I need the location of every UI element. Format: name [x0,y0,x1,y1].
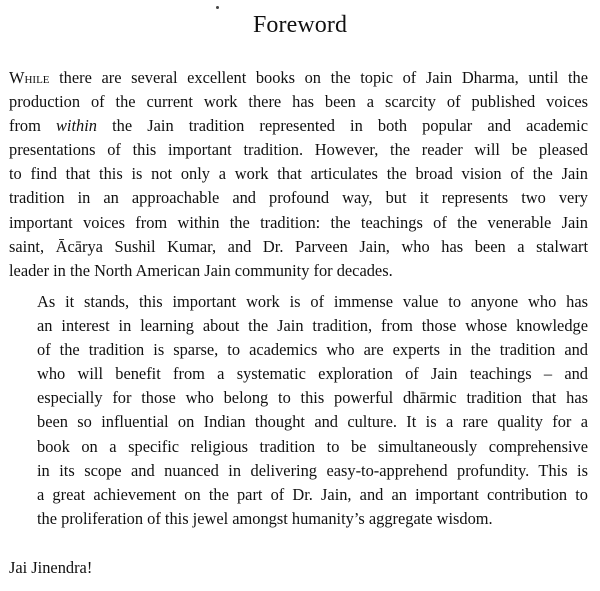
closing-line: Jai Jinendra! [9,558,93,577]
paragraph-2-line-8: in its scope and nuanced in delivering easy-to-apprehend profundity. This is [37,460,588,480]
paragraph-1-line-7: important voices from within the tradition: the teachings of the venerable Jain [9,212,588,232]
paragraph-1-line-8: saint, Ācārya Sushil Kumar, and Dr. Parveen Jain, who has been a stalwart [9,236,588,256]
paragraph-2-line-2: an interest in learning about the Jain tradition, from those whose knowledge [37,316,588,336]
paragraph-1-line-1: While there are several excellent books on the topic of Jain Dharma, until the [9,68,588,87]
paragraph-2-line-3: of the tradition is sparse, to academics who are experts in the tradition and [37,340,588,360]
emphasis-within: within [55,116,97,136]
paragraph-1-line-5: to find that this is not only a work that articulates the broad vision of the Jain [9,164,588,184]
paragraph-2-line-9: a great achievement on the part of Dr. Jain, and an important contribution to [37,484,588,504]
paragraph-2-line-7: book on a specific religious tradition to be simultaneously comprehensive [37,436,588,456]
page-mark [216,6,219,9]
paragraph-2 [9,290,588,531]
paragraph-2-line-1: As it stands, this important work is of immense value to anyone who has [37,292,588,311]
paragraph-2-line-5: especially for those who belong to this powerful dhārmic tradition that has [37,388,588,408]
paragraph-2-line-10: the proliferation of this jewel amongst humanity’s aggregate wisdom. [37,508,493,528]
paragraph-1-line-4: presentations of this important tradition. However, the reader will be pleased [9,140,588,160]
page-title: Foreword [252,12,348,38]
paragraph-1 [9,66,588,283]
paragraph-1-line-9: leader in the North American Jain community for decades. [9,260,393,280]
paragraph-2-line-4: who will benefit from a systematic exploration of Jain teachings – and [37,364,588,384]
paragraph-1-lead-word: While [9,68,50,87]
paragraph-2-line-6: been so influential on Indian thought and culture. It is a rare quality for a [37,412,588,432]
paragraph-1-line-2: production of the current work there has been a scarcity of published voices [9,92,588,112]
paragraph-1-line-6: tradition in an approachable and profound way, but it represents two very [9,188,588,208]
paragraph-1-line-3: from within the Jain tradition represented in both popular and academic [9,116,588,136]
